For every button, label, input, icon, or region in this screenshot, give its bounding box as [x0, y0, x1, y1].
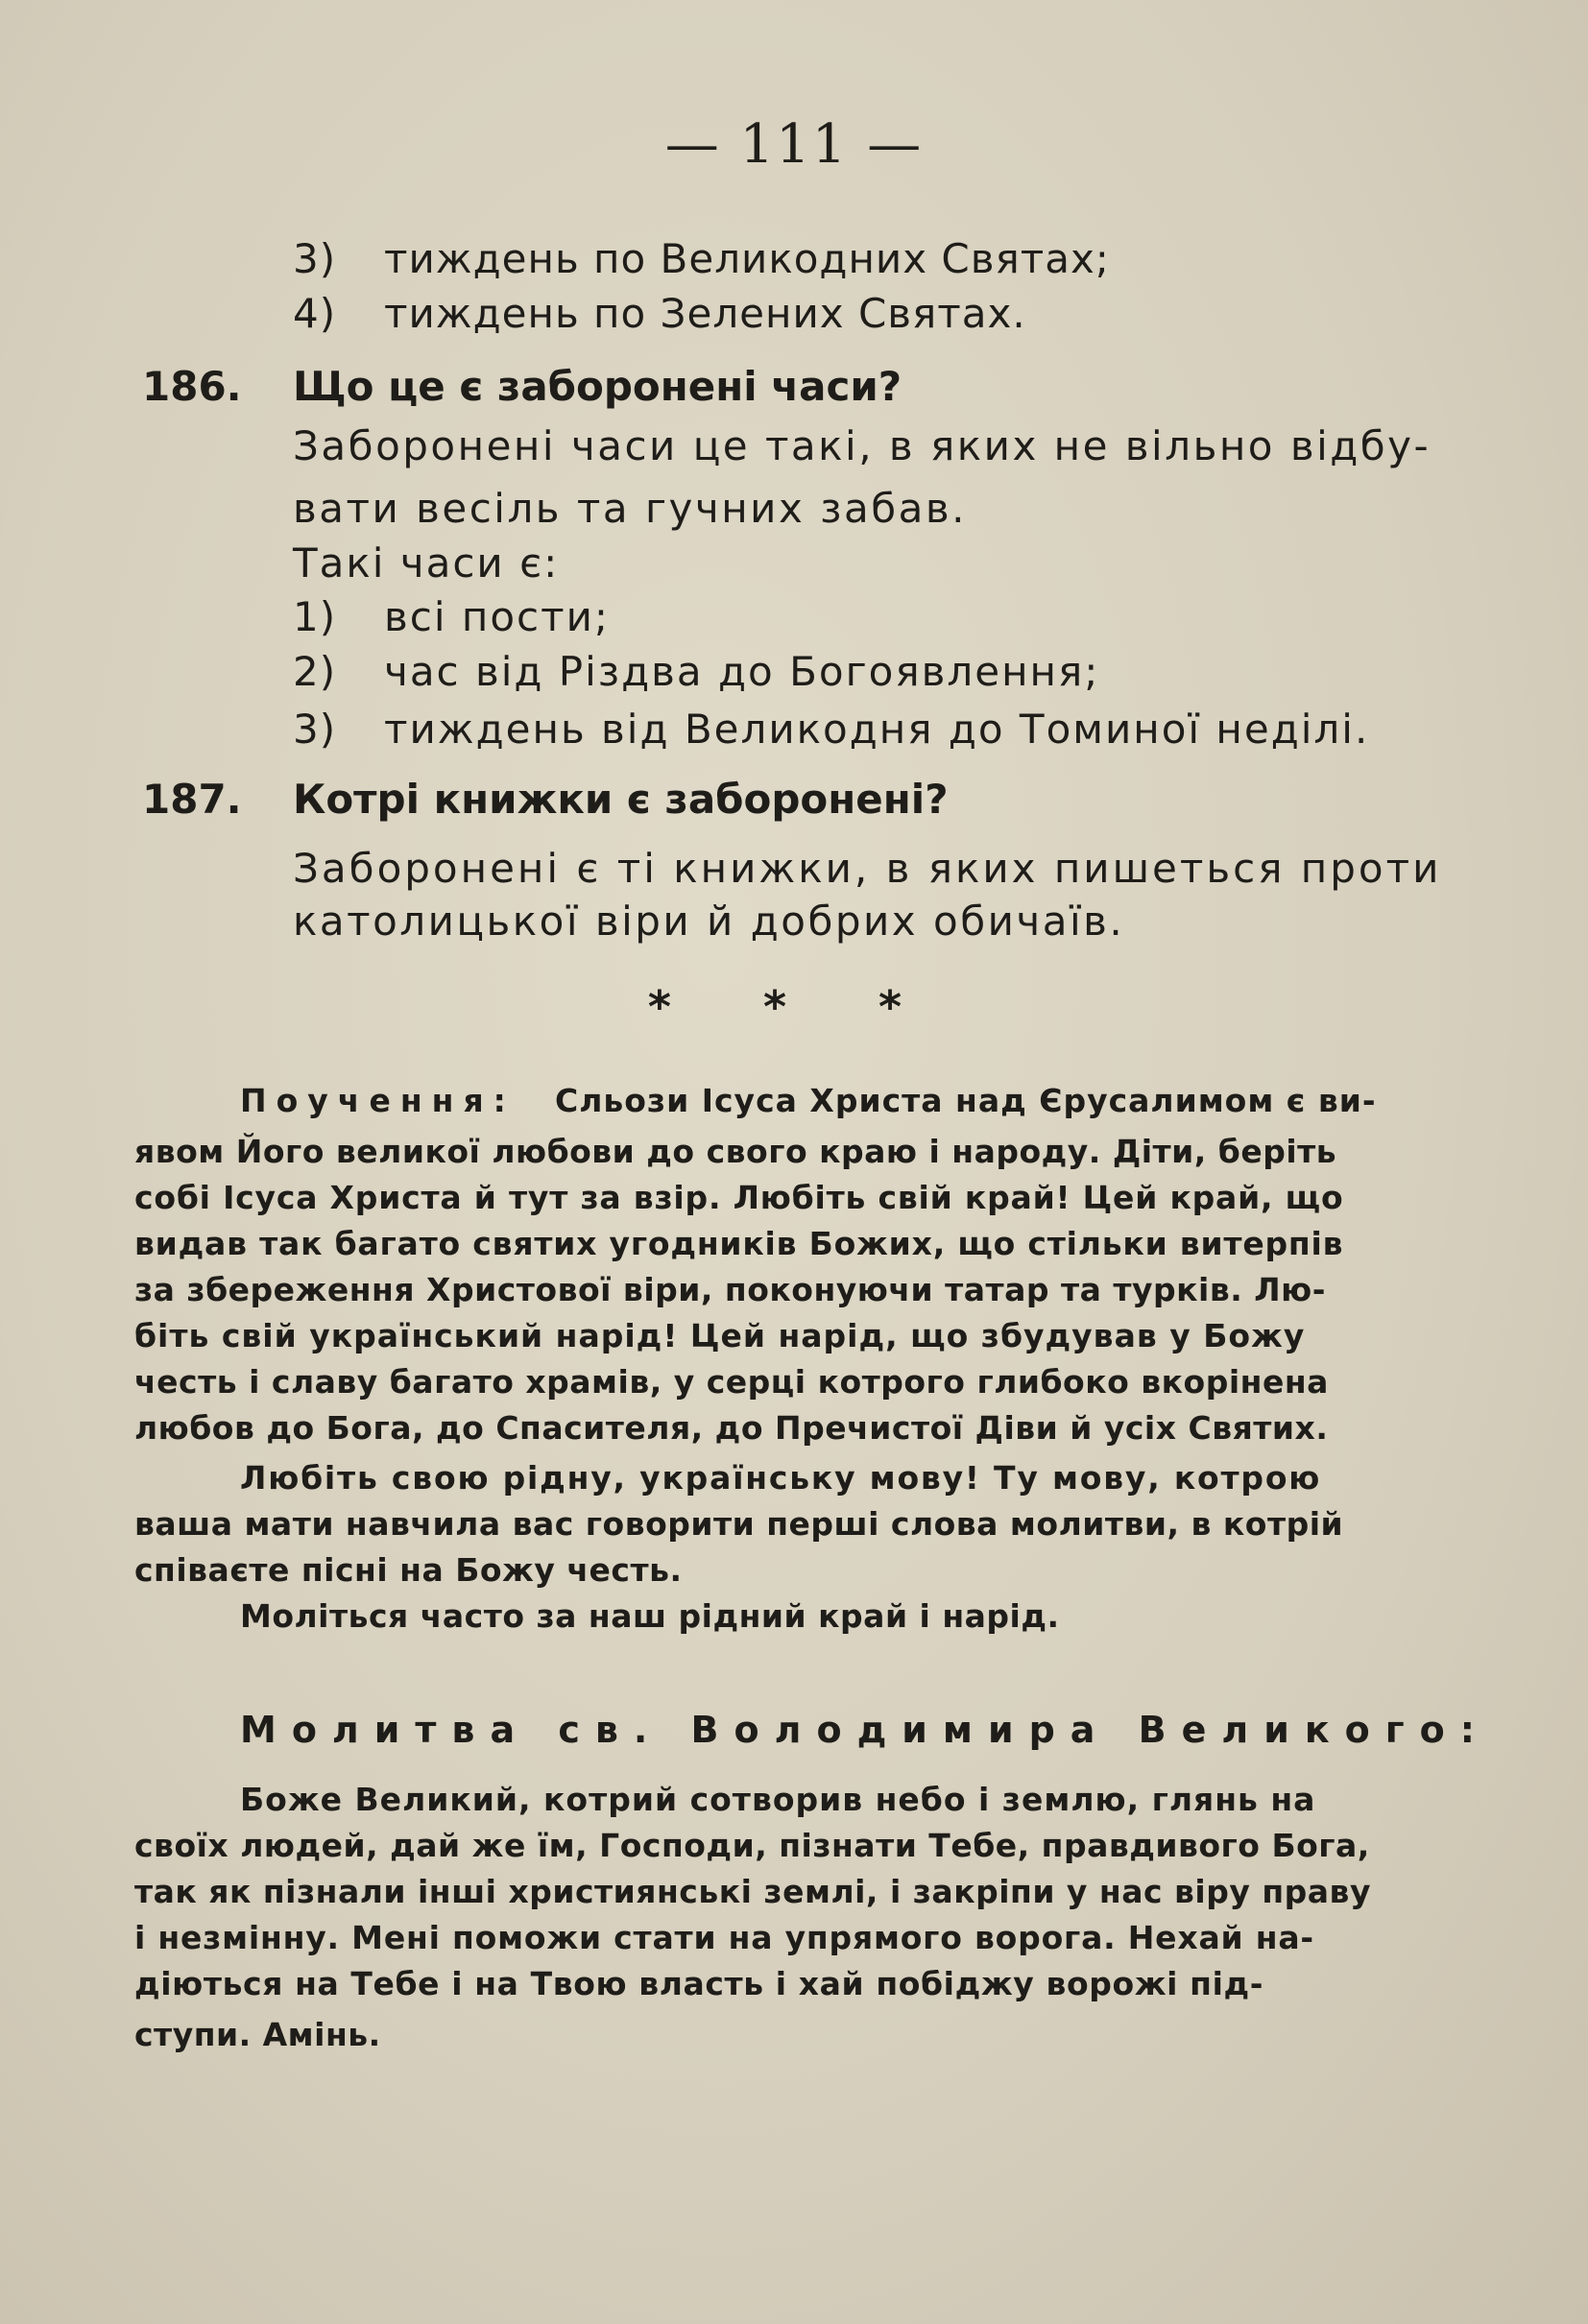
lesson-line: собі Ісуса Христа й тут за взір. Любіть свій край! Цей край, що: [134, 1179, 1344, 1216]
lesson-line: любов до Бога, до Спасителя, до Пречистої Діви й усіх Святих.: [134, 1409, 1329, 1447]
list-item-text: час від Різдва до Богоявлення;: [384, 648, 1100, 695]
prayer-line: так як пізнали інші християнські землі, і закріпи у нас віру праву: [134, 1873, 1371, 1910]
answer-line: католицької віри й добрих обичаїв.: [293, 898, 1125, 945]
lesson-line: явом Його великої любови до свого краю і народу. Діти, беріть: [134, 1133, 1337, 1170]
lesson-line: біть свій український нарід! Цей нарід, що збудував у Божу: [134, 1317, 1306, 1354]
prayer-line: Боже Великий, котрий сотворив небо і землю, глянь на: [240, 1781, 1316, 1818]
answer-line: Заборонені часи це такі, в яких не вільно відбу-: [293, 422, 1432, 469]
lesson-line: видав так багато святих угодників Божих, що стільки витерпів: [134, 1225, 1344, 1262]
question-title: Що це є заборонені часи?: [293, 363, 902, 410]
lesson-label: Поучення:: [240, 1082, 516, 1119]
list-item-text: тиждень по Зелених Святах.: [384, 290, 1026, 337]
prayer-title: Молитва св. Володимира Великого:: [240, 1709, 1490, 1751]
list-item-num: 4): [293, 290, 337, 337]
question-number: 187.: [142, 776, 242, 823]
list-item-text: тиждень від Великодня до Томиної неділі.: [384, 706, 1370, 753]
list-item-num: 2): [293, 648, 337, 695]
page-number: — 111 —: [664, 113, 924, 176]
lesson-line: честь і славу багато храмів, у серці котрого глибоко вкорінена: [134, 1363, 1329, 1401]
lesson-line: Сльози Ісуса Христа над Єрусалимом є ви-: [555, 1082, 1377, 1119]
answer-line: вати весіль та гучних забав.: [293, 485, 967, 532]
lesson-line: ваша мати навчила вас говорити перші слова молитви, в котрій: [134, 1505, 1344, 1543]
question-title: Котрі книжки є заборонені?: [293, 776, 949, 823]
answer-line: Заборонені є ті книжки, в яких пишеться проти: [293, 845, 1442, 892]
section-separator: * * *: [647, 981, 941, 1033]
list-item-num: 1): [293, 593, 337, 640]
list-item-num: 3): [293, 235, 337, 282]
list-item-num: 3): [293, 706, 337, 753]
prayer-line: своїх людей, дай же їм, Господи, пізнати Тебе, правдивого Бога,: [134, 1827, 1370, 1864]
lesson-line: за збереження Христової віри, поконуючи татар та турків. Лю-: [134, 1271, 1326, 1308]
lesson-line: Моліться часто за наш рідний край і нарід.: [240, 1597, 1060, 1635]
list-item-text: всі пости;: [384, 593, 611, 640]
list-item-text: тиждень по Великодних Святах;: [384, 235, 1110, 282]
prayer-line: ступи. Амінь.: [134, 2016, 381, 2053]
answer-line: Такі часи є:: [293, 539, 560, 587]
prayer-line: і незмінну. Мені поможи стати на упрямого ворога. Нехай на-: [134, 1919, 1314, 1956]
lesson-line: Любіть свою рідну, українську мову! Ту мову, котрою: [240, 1459, 1322, 1497]
question-number: 186.: [142, 363, 242, 410]
prayer-line: діються на Тебе і на Твою власть і хай побіджу ворожі під-: [134, 1965, 1264, 2002]
lesson-line: співаєте пісні на Божу честь.: [134, 1551, 683, 1589]
